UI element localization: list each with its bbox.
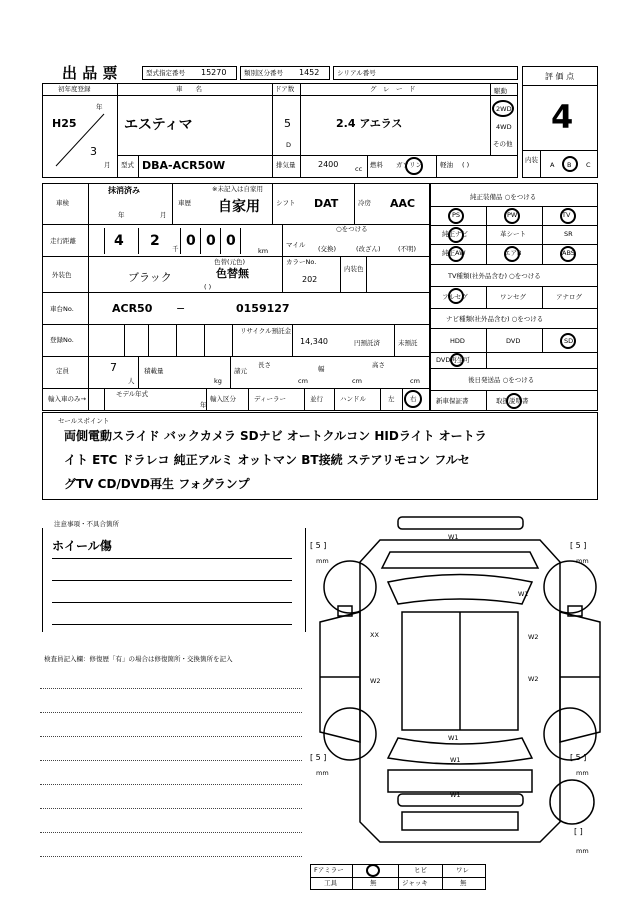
handle-right: 右 bbox=[410, 395, 417, 403]
width-unit: cm bbox=[352, 377, 362, 385]
width-label: 幅 bbox=[318, 365, 325, 373]
serial-label: シリアル番号 bbox=[337, 69, 376, 77]
dmg-w1-front: W1 bbox=[448, 533, 459, 541]
handle-label: ハンドル bbox=[340, 395, 366, 403]
drive-4wd: 4WD bbox=[496, 123, 512, 131]
dmg-w2-right-rear: W2 bbox=[528, 675, 539, 683]
tool-value: 無 bbox=[370, 879, 377, 887]
opt-navi: 純正ナビ bbox=[442, 230, 468, 238]
drive-other: その他 bbox=[493, 140, 513, 148]
color-label: 外装色 bbox=[52, 271, 72, 279]
inspector-label: 検査員記入欄：修復歴「有」の場合は修復箇所・交換箇所を記入 bbox=[44, 655, 233, 663]
model-label: 型式 bbox=[121, 161, 134, 169]
tv-analog: アナログ bbox=[556, 293, 582, 301]
opt-tv-circle bbox=[560, 208, 576, 224]
meter-exchange: (交換) bbox=[318, 245, 337, 253]
month-unit: 月 bbox=[104, 161, 111, 169]
load-unit: kg bbox=[214, 377, 222, 385]
shift-label: シフト bbox=[276, 199, 296, 207]
mileage-digit-3: 0 bbox=[186, 233, 196, 249]
parallel: 並行 bbox=[310, 395, 323, 403]
opt-aw-circle bbox=[448, 246, 464, 262]
sheet-title: 出 品 票 bbox=[62, 64, 118, 82]
later-manual-circle bbox=[506, 393, 522, 409]
mileage-digit-1: 4 bbox=[114, 233, 124, 249]
class-no-box bbox=[240, 66, 330, 80]
drive-label: 駆動 bbox=[494, 87, 507, 95]
jack-value: 無 bbox=[460, 879, 467, 887]
recycle-none: 未預託 bbox=[398, 339, 418, 347]
int-color-label: 内装色 bbox=[344, 265, 364, 273]
height-label: 高さ bbox=[372, 361, 385, 369]
fuel-label: 燃料 bbox=[370, 161, 383, 169]
diesel-paren: ( ) bbox=[462, 161, 470, 169]
doors: 5 bbox=[284, 117, 291, 130]
mileage-thousand: 千 bbox=[172, 245, 179, 253]
serial-box bbox=[333, 66, 518, 80]
class-no: 1452 bbox=[299, 68, 320, 77]
opt-aw: 純正AW bbox=[442, 249, 466, 257]
color-change-label: 色替(元色) bbox=[214, 258, 246, 266]
navi-sd-circle bbox=[560, 333, 576, 349]
color: ブラック bbox=[128, 271, 172, 284]
drive-2wd: 2WD bbox=[496, 105, 512, 113]
mirror-label: Fアミラー bbox=[314, 866, 344, 874]
import-label: 輸入車のみ→ bbox=[48, 395, 86, 403]
score-label: 評 価 点 bbox=[545, 72, 575, 81]
chassis-no: 0159127 bbox=[236, 302, 290, 315]
month: 3 bbox=[90, 145, 97, 158]
opt-sr: SR bbox=[564, 230, 573, 238]
capacity: 7 bbox=[110, 361, 117, 374]
doors-label: ドア数 bbox=[275, 85, 295, 93]
tread-rl: 5 bbox=[315, 753, 321, 762]
tv-title: TV種類(社外品含む) ○をつける bbox=[448, 272, 541, 280]
handle-left: 左 bbox=[388, 395, 395, 403]
opt-leather: 革シート bbox=[500, 230, 526, 238]
tread-rr: 5 bbox=[575, 753, 581, 762]
sales-line-3: グTV CD/DVD再生 フォグランプ bbox=[64, 477, 250, 491]
fuel-circle bbox=[405, 157, 423, 175]
size-label: 諸元 bbox=[234, 367, 247, 375]
tv-fullseg-circle bbox=[448, 288, 464, 304]
mileage-km: km bbox=[258, 247, 269, 255]
mileage-digit-5: 0 bbox=[226, 233, 236, 249]
car-name: エスティマ bbox=[124, 117, 193, 133]
navi-sd: SD bbox=[564, 337, 574, 345]
dmg-w2-left: W2 bbox=[370, 677, 381, 685]
notes-label: 注意事項・不具合箇所 bbox=[54, 520, 119, 528]
tread-fl: 5 bbox=[315, 541, 321, 550]
recycle-label: リサイクル預託金 bbox=[240, 327, 292, 335]
genuine-title: 純正装備品 ○をつける bbox=[470, 193, 537, 201]
meter-unknown: (不明) bbox=[398, 245, 417, 253]
tread-fr-unit: mm bbox=[576, 557, 589, 565]
meter-modified: (改ざん) bbox=[356, 245, 381, 253]
year-unit: 年 bbox=[96, 103, 103, 111]
history-note: ※未記入は自家用 bbox=[212, 185, 263, 193]
reg-label: 初年度登録 bbox=[58, 85, 91, 93]
opt-navi-circle bbox=[448, 227, 464, 243]
model-year-label: モデル年式 bbox=[116, 390, 149, 398]
mileage-label: 走行距離 bbox=[50, 237, 76, 245]
inspection-year-unit: 年 bbox=[118, 211, 125, 219]
recycle: 14,340 bbox=[300, 337, 328, 346]
meter-circle-label: ○をつける bbox=[336, 225, 368, 233]
disp-label: 排気量 bbox=[276, 161, 296, 169]
tread-spare-bracket: [ ] bbox=[574, 827, 583, 836]
tool-label: 工具 bbox=[324, 879, 337, 887]
tread-rl-bracket: [ 5 ] bbox=[310, 753, 327, 762]
handle-right-circle bbox=[404, 390, 422, 408]
opt-pw-circle bbox=[504, 208, 520, 224]
interior-b-circle bbox=[562, 156, 578, 172]
later-title: 後日発送品 ○をつける bbox=[468, 376, 535, 384]
interior-label: 内装 bbox=[525, 156, 538, 164]
mileage-digit-4: 0 bbox=[206, 233, 216, 249]
crack-label: ワレ bbox=[456, 866, 469, 874]
sales-label: セールスポイント bbox=[58, 417, 110, 425]
detail-block bbox=[42, 183, 430, 411]
name-label: 車 名 bbox=[176, 85, 202, 93]
length-label: 長さ bbox=[258, 361, 271, 369]
capacity-unit: 人 bbox=[128, 377, 135, 385]
tread-fr-bracket: [ 5 ] bbox=[570, 541, 587, 550]
chassis-model: ACR50 bbox=[112, 302, 153, 315]
model: DBA-ACR50W bbox=[142, 159, 226, 172]
inspection-month-unit: 月 bbox=[160, 211, 167, 219]
reg-no-label: 登録No. bbox=[50, 336, 74, 344]
drive-2wd-circle bbox=[492, 100, 514, 117]
chassis-dash: − bbox=[176, 302, 186, 315]
interior-c: C bbox=[586, 161, 591, 169]
interior-b: B bbox=[567, 161, 572, 169]
color-no-label: カラーNo. bbox=[286, 258, 317, 266]
navi-hdd: HDD bbox=[450, 337, 465, 345]
type-no: 15270 bbox=[201, 68, 227, 77]
navi-title: ナビ種類(社外品含む) ○をつける bbox=[446, 315, 544, 323]
import-class-label: 輸入区分 bbox=[210, 395, 236, 403]
dmg-xx: XX bbox=[370, 631, 379, 639]
dmg-w1-rear: W1 bbox=[450, 756, 461, 764]
navi-dvd: DVD bbox=[506, 337, 521, 345]
tread-fl-bracket: [ 5 ] bbox=[310, 541, 327, 550]
tread-fl-unit: mm bbox=[316, 557, 329, 565]
car-diagram bbox=[310, 512, 640, 864]
mirror-circle bbox=[366, 864, 380, 877]
tread-rl-unit: mm bbox=[316, 769, 329, 777]
height-unit: cm bbox=[410, 377, 420, 385]
tv-oneseg: ワンセグ bbox=[500, 293, 526, 301]
chip-label: ヒビ bbox=[414, 866, 427, 874]
dmg-w1-bumper: W1 bbox=[450, 791, 461, 799]
chassis-label: 車台No. bbox=[50, 305, 74, 313]
opt-ps: PS bbox=[452, 211, 461, 219]
disp-unit: cc bbox=[355, 165, 363, 173]
ac: AAC bbox=[390, 197, 416, 210]
sales-line-2: イト ETC ドラレコ 純正アルミ オットマン BT接続 ステアリモコン フルセ bbox=[64, 453, 470, 467]
length-unit: cm bbox=[298, 377, 308, 385]
interior-a: A bbox=[550, 161, 555, 169]
date-slash bbox=[52, 110, 110, 170]
later-manual: 取扱説明書 bbox=[496, 397, 529, 405]
navi-dvd-play: DVD再生可 bbox=[436, 356, 470, 364]
opt-abs: ABS bbox=[562, 249, 575, 257]
load-label: 積載量 bbox=[144, 367, 164, 375]
opt-ps-circle bbox=[448, 208, 464, 224]
grade-label: グ レ ー ド bbox=[370, 85, 416, 93]
tread-spare-unit: mm bbox=[576, 847, 589, 855]
color-change-paren: ( ) bbox=[204, 283, 212, 291]
tv-fullseg: フルセグ bbox=[442, 293, 468, 301]
tread-rr-bracket: [ 5 ] bbox=[570, 753, 587, 762]
type-no-box bbox=[142, 66, 237, 80]
tread-rr-unit: mm bbox=[576, 769, 589, 777]
diesel-label: 軽油 bbox=[440, 161, 453, 169]
dmg-w1-right: W1 bbox=[518, 590, 529, 598]
capacity-label: 定員 bbox=[56, 367, 69, 375]
year-era: H25 bbox=[52, 117, 77, 130]
dealer: ディーラー bbox=[254, 395, 286, 403]
later-warranty: 新車保証書 bbox=[436, 397, 469, 405]
dmg-w1-roof: W1 bbox=[448, 734, 459, 742]
history: 自家用 bbox=[218, 199, 260, 215]
mile-label: マイル bbox=[286, 241, 306, 249]
opt-airbag: エアB bbox=[504, 249, 522, 257]
opt-abs-circle bbox=[560, 246, 576, 262]
inspection-label: 車検 bbox=[56, 199, 69, 207]
fuel: ガソリン bbox=[396, 161, 422, 169]
color-change: 色替無 bbox=[216, 267, 249, 280]
history-label: 車歴 bbox=[178, 199, 191, 207]
score-value: 4 bbox=[551, 98, 574, 136]
ac-label: 冷房 bbox=[358, 199, 371, 207]
opt-tv: TV bbox=[562, 211, 571, 219]
shift: DAT bbox=[314, 197, 339, 210]
dmg-w2-right-front: W2 bbox=[528, 633, 539, 641]
tread-fr: 5 bbox=[575, 541, 581, 550]
inspection: 抹消済み bbox=[108, 186, 140, 195]
opt-airbag-circle bbox=[504, 246, 520, 262]
color-no: 202 bbox=[302, 275, 318, 284]
jack-label: ジャッキ bbox=[402, 879, 428, 887]
mileage-digit-2: 2 bbox=[150, 233, 160, 249]
doors-unit: D bbox=[286, 141, 292, 149]
disp: 2400 bbox=[318, 160, 339, 169]
sales-line-1: 両側電動スライド バックカメラ SDナビ オートクルコン HIDライト オートラ bbox=[64, 429, 487, 443]
grade: 2.4 アエラス bbox=[336, 117, 403, 130]
type-no-label: 型式指定番号 bbox=[146, 69, 185, 77]
class-no-label: 類別区分番号 bbox=[244, 69, 283, 77]
import-year-unit: 年 bbox=[200, 401, 207, 409]
recycle-unit: 円預託済 bbox=[354, 339, 380, 347]
opt-pw: PW bbox=[507, 211, 518, 219]
notes-text: ホイール傷 bbox=[52, 539, 112, 553]
navi-dvd-play-circle bbox=[450, 353, 464, 367]
